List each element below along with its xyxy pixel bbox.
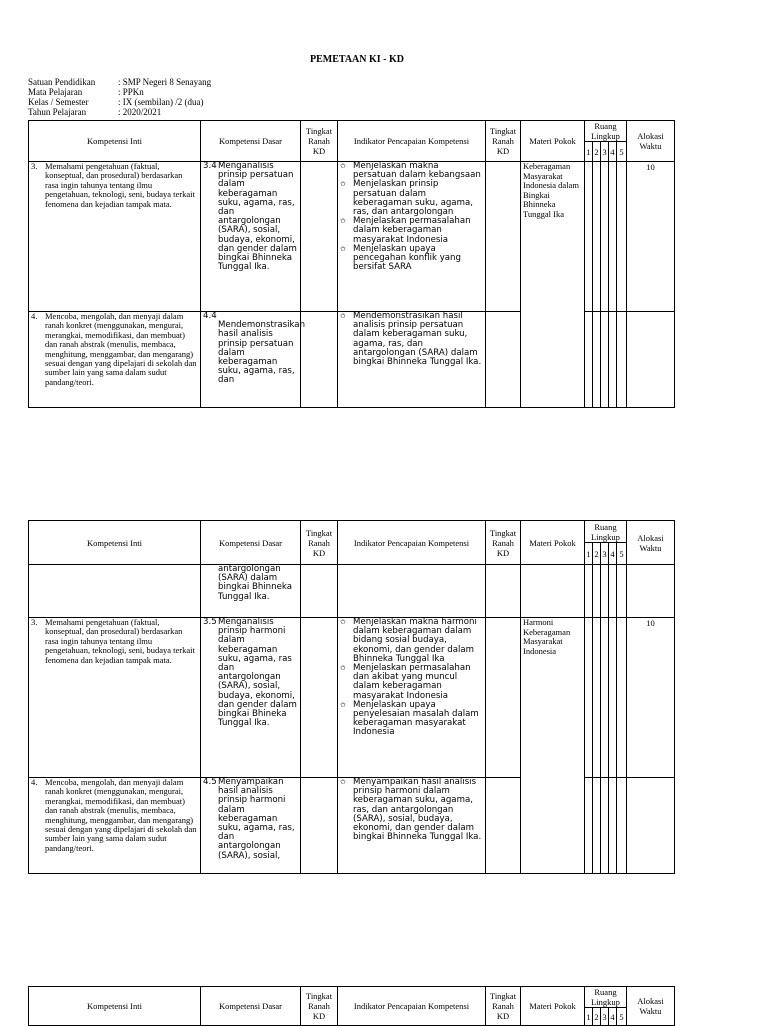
header-tingkat-2: Tingkat Ranah KD — [486, 521, 521, 565]
header-tingkat: Tingkat Ranah KD — [301, 521, 338, 565]
tingkat-cell — [301, 778, 338, 874]
header-ruang-col: 4 — [609, 1008, 617, 1026]
ki-number: 4. — [31, 777, 38, 787]
tingkat-cell-2 — [486, 162, 521, 312]
header-ruang-lingkup: Ruang Lingkup — [585, 987, 627, 1008]
header-kd: Kompetensi Dasar — [201, 987, 301, 1026]
ipk-cell — [338, 162, 486, 312]
kd-cell — [201, 311, 306, 408]
ki-number: 3. — [31, 617, 38, 627]
kd-number: 3.4 — [203, 161, 217, 171]
alokasi-cell — [627, 312, 675, 408]
ki-text: Memahami pengetahuan (faktual, konseptual, dan prosedural) berdasarkan rasa ingin tahunya tentang ilmu pengetahuan, teknologi, seni, budaya terkait fenomena dan kejadian tampak mata. — [45, 617, 195, 665]
ki-number: 4. — [31, 311, 38, 321]
meta-row — [28, 87, 211, 97]
header-ruang-col: 1 — [585, 543, 593, 565]
ipk-item — [340, 618, 483, 664]
mapping-table-2 — [28, 520, 675, 874]
ipk-item — [340, 701, 483, 738]
mapping-table-3 — [28, 986, 675, 1026]
header-ipk: Indikator Pencapaian Kompetensi — [338, 987, 486, 1026]
header-tingkat-2: Tingkat Ranah KD — [486, 987, 521, 1026]
header-ipk: Indikator Pencapaian Kompetensi — [338, 521, 486, 565]
header-ruang-col: 3 — [601, 142, 609, 162]
kd-cell — [201, 618, 301, 778]
meta-row — [28, 77, 211, 87]
ipk-text: Menjelaskan upaya pencegahan konflik yang bersifat SARA — [353, 243, 461, 273]
header-materi: Materi Pokok — [521, 121, 585, 162]
kd-cell — [201, 162, 301, 312]
kd-text: Menganalisis prinsip persatuan dalam keberagaman suku, agama, ras, dan antargolongan (SARA), sosial, budaya, ekonomi, dan gender dalam bingkai Bhinneka Tunggal Ika. — [218, 161, 297, 273]
ipk-text: Menjelaskan permasalahan dan akibat yang muncul dalam keberagaman masyarakat Indonesia — [353, 663, 471, 701]
header-ruang-col: 5 — [617, 1008, 627, 1026]
ki-text: Mencoba, mengolah, dan menyaji dalam ranah konkret (menggunakan, mengurai, merangkai, memodifikasi, dan membuat) dan ranah abstrak (menulis, membaca, menghitung, menggambar, dan mengarang) sesuai dengan yang dipelajari di sekolah dan sumber lain yang sama dalam sudut pandang/teori. — [45, 311, 197, 387]
header-kd: Kompetensi Dasar — [201, 121, 301, 162]
meta-key: Mata Pelajaran — [28, 87, 83, 97]
header-ruang-col: 5 — [617, 142, 627, 162]
header-ruang-col: 1 — [585, 1008, 593, 1026]
header-ruang-col: 4 — [609, 543, 617, 565]
ipk-text: Menjelaskan makna persatuan dalam kebangsaan — [353, 161, 481, 181]
ipk-cell — [338, 778, 486, 874]
kd-number: 3.5 — [203, 617, 217, 627]
star-bullet-icon: ✩ — [340, 700, 346, 709]
header-materi: Materi Pokok — [521, 987, 585, 1026]
meta-value: : 2020/2021 — [118, 107, 162, 117]
header-ruang-lingkup: Ruang Lingkup — [585, 521, 627, 543]
header-tingkat: Tingkat Ranah KD — [301, 987, 338, 1026]
meta-key: Satuan Pendidikan — [28, 77, 96, 87]
kd-number: 4.5 — [203, 777, 217, 787]
header-ruang-col: 2 — [593, 543, 601, 565]
ipk-cell — [338, 312, 486, 408]
materi-cell: Harmoni Keberagaman Masyarakat Indonesia — [521, 618, 585, 874]
star-bullet-icon: ✩ — [340, 312, 346, 320]
ki-cell — [29, 618, 201, 778]
star-bullet-icon: ✩ — [340, 180, 346, 189]
header-kd: Kompetensi Dasar — [201, 521, 301, 565]
tingkat-cell-2 — [486, 312, 521, 408]
ipk-item — [340, 312, 483, 367]
alokasi-cell — [627, 778, 675, 874]
header-ruang-lingkup: Ruang Lingkup — [585, 121, 627, 142]
meta-row — [28, 107, 211, 117]
tingkat-cell-2 — [486, 778, 521, 874]
ipk-item — [340, 245, 483, 273]
header-ruang-col: 2 — [593, 142, 601, 162]
star-bullet-icon: ✩ — [340, 664, 346, 673]
meta-row — [28, 97, 211, 107]
star-bullet-icon: ✩ — [340, 244, 346, 253]
star-bullet-icon: ✩ — [340, 162, 346, 170]
alokasi-cell: 10 — [627, 162, 675, 312]
header-materi: Materi Pokok — [521, 521, 585, 565]
kd-text: Menganalisis prinsip harmoni dalam keberagaman suku, agama, ras dan antargolongan (SARA), sosial, budaya, ekonomi, dan gender dalam bingkai Bhineka Tunggal Ika. — [218, 617, 297, 729]
meta-key: Kelas / Semester — [28, 97, 89, 107]
ipk-item — [340, 664, 483, 701]
header-tingkat-2: Tingkat Ranah KD — [486, 121, 521, 162]
tingkat-cell — [301, 162, 338, 312]
meta-value: : SMP Negeri 8 Senayang — [118, 77, 212, 87]
ipk-text: Menyampaikan hasil analisis prinsip harmoni dalam keberagaman suku, agama, ras, dan antargolongan (SARA), sosial, budaya, ekonomi, dan gender dalam bingkai Bhinneka Tunggal Ika. — [353, 777, 482, 843]
ki-cell — [29, 162, 201, 312]
star-bullet-icon: ✩ — [340, 217, 346, 226]
header-tingkat: Tingkat Ranah KD — [301, 121, 338, 162]
mapping-table-1 — [28, 120, 675, 408]
ipk-item — [340, 217, 483, 245]
ipk-text: Menjelaskan makna harmoni dalam keberagaman dalam bidang sosial budaya, ekonomi, dan gender dalam Bhinneka Tunggal Ika — [353, 617, 477, 664]
ipk-text: Menjelaskan prinsip persatuan dalam keberagaman suku, agama, ras, dan antargolongan — [353, 179, 473, 218]
kd-text: Mendemonstrasikan hasil analisis prinsip persatuan dalam keberagaman suku, agama, ras, dan — [218, 320, 306, 386]
ipk-item — [340, 778, 483, 842]
meta-key: Tahun Pelajaran — [28, 107, 87, 117]
header-ruang-col: 1 — [585, 142, 593, 162]
tingkat-cell-2 — [486, 618, 521, 778]
header-ki: Kompetensi Inti — [29, 121, 201, 162]
ipk-item — [340, 180, 483, 217]
tingkat-cell — [301, 618, 338, 778]
kd-number: 4.4 — [203, 311, 217, 321]
header-ruang-col: 3 — [601, 1008, 609, 1026]
ipk-text: Mendemonstrasikan hasil analisis prinsip persatuan dalam keberagaman suku, agama, ras, dan antargolongan (SARA) dalam bingkai Bhinneka Tunggal Ika. — [353, 311, 482, 368]
star-bullet-icon: ✩ — [340, 778, 346, 786]
star-bullet-icon: ✩ — [340, 618, 346, 626]
header-ipk: Indikator Pencapaian Kompetensi — [338, 121, 486, 162]
header-alokasi: Alokasi Waktu — [627, 987, 675, 1026]
ki-cell — [29, 778, 201, 874]
ki-cell — [29, 312, 201, 408]
header-alokasi: Alokasi Waktu — [627, 521, 675, 565]
ipk-cell — [338, 618, 486, 778]
kd-text: antargolongan (SARA) dalam bingkai Bhinneka Tunggal Ika. — [218, 564, 292, 602]
materi-cell: Keberagaman Masyarakat Indonesia dalam Bingkai Bhinneka Tunggal Ika — [521, 162, 585, 408]
ki-text: Mencoba, mengolah, dan menyaji dalam ranah konkret (menggunakan, mengurai, merangkai, memodifikasi, dan membuat) dan ranah abstrak (menulis, membaca, menghitung, menggambar, dan mengarang) sesuai dengan yang dipelajari di sekolah dan sumber lain yang sama dalam sudut pandang/teori. — [45, 777, 197, 853]
kd-text: Menyampaikan hasil analisis prinsip harmoni dalam keberagaman suku, agama, ras, dan antargolongan (SARA), sosial, — [218, 777, 295, 861]
header-ki: Kompetensi Inti — [29, 521, 201, 565]
page-title: PEMETAAN KI - KD — [310, 54, 404, 65]
header-ki: Kompetensi Inti — [29, 987, 201, 1026]
meta-value: : IX (sembilan) /2 (dua) — [118, 97, 204, 107]
meta-value: : PPKn — [118, 87, 144, 97]
header-ruang-col: 4 — [609, 142, 617, 162]
ipk-text: Menjelaskan upaya penyelesaian masalah dalam keberagaman masyarakat Indonesia — [353, 699, 479, 738]
ki-text: Memahami pengetahuan (faktual, konseptual, dan prosedural) berdasarkan rasa ingin tahunya tentang ilmu pengetahuan, teknologi, seni, budaya terkait fenomena dan kejadian tampak mata. — [45, 161, 195, 209]
ki-number: 3. — [31, 161, 38, 171]
header-alokasi: Alokasi Waktu — [627, 121, 675, 162]
header-ruang-col: 2 — [593, 1008, 601, 1026]
ipk-item — [340, 162, 483, 180]
kd-cell — [201, 778, 301, 874]
alokasi-cell: 10 — [627, 618, 675, 778]
kd-cell — [201, 565, 301, 618]
tingkat-cell — [301, 312, 338, 408]
ki-cell — [29, 565, 201, 618]
ipk-text: Menjelaskan permasalahan dalam keberagaman masyarakat Indonesia — [353, 216, 471, 245]
header-ruang-col: 3 — [601, 543, 609, 565]
header-ruang-col: 5 — [617, 543, 627, 565]
document-meta — [28, 77, 211, 117]
